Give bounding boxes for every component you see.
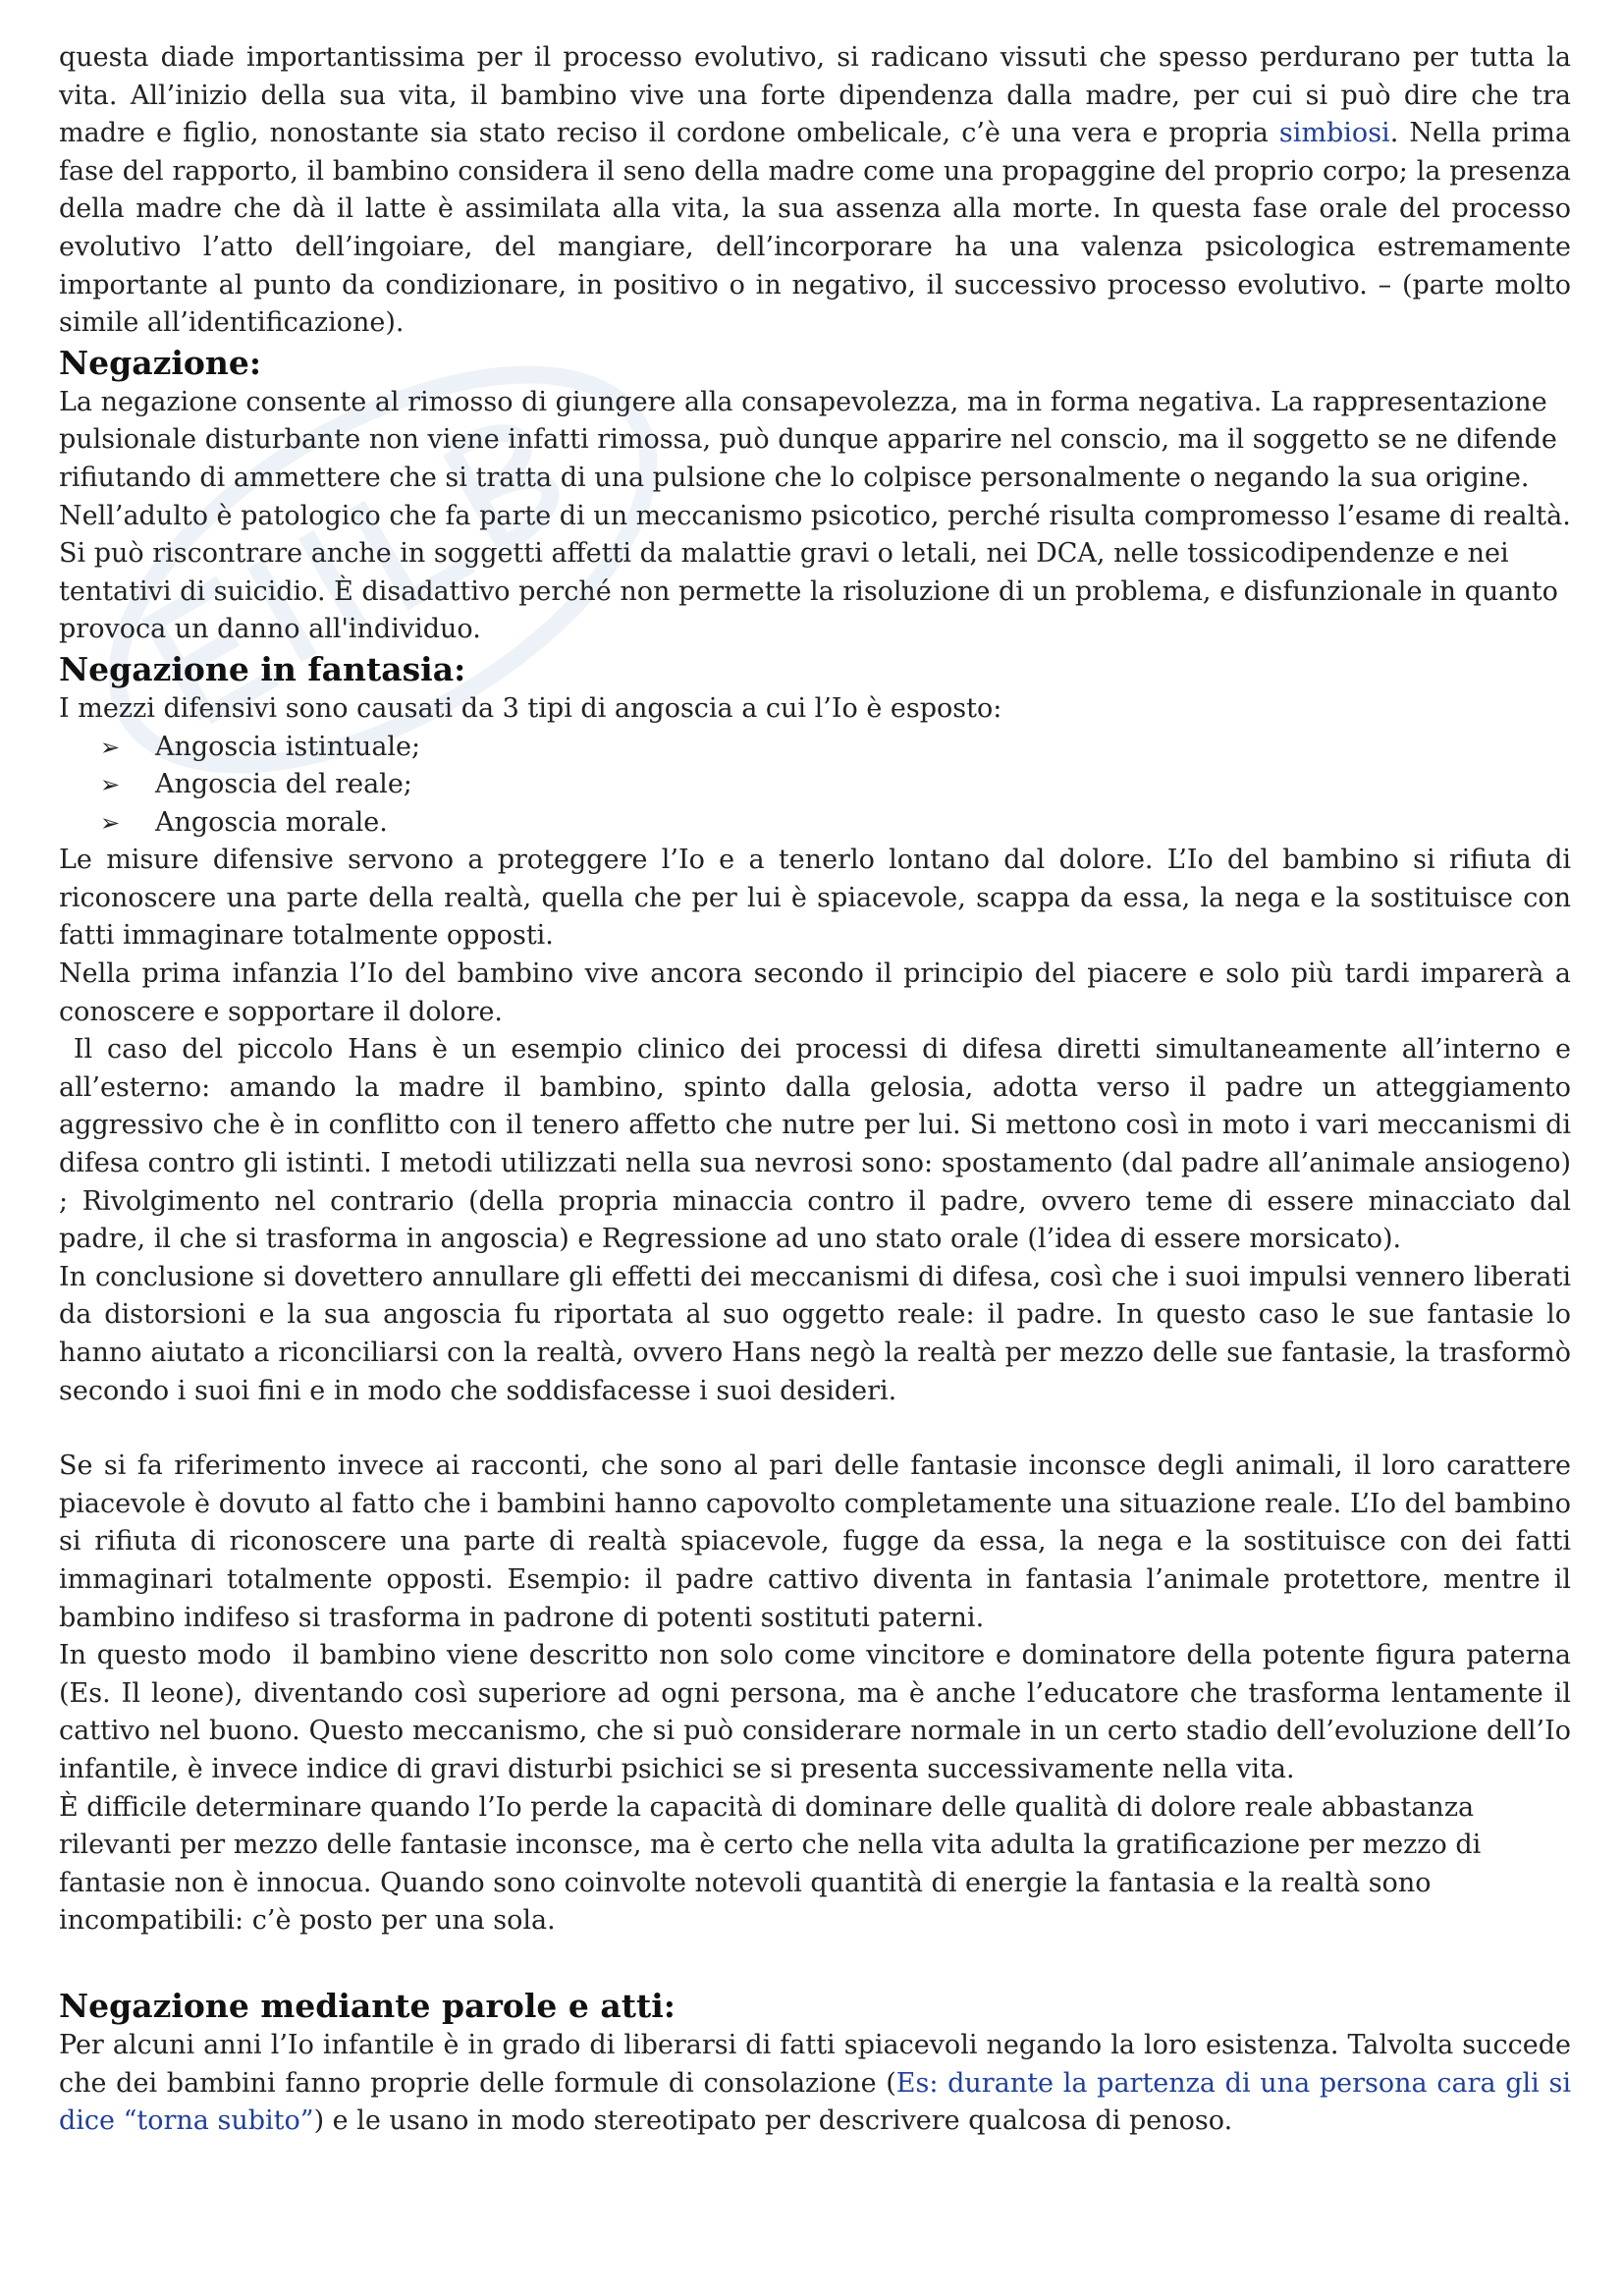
fantasia-paragraph-3: Il caso del piccolo Hans è un esempio clinico dei processi di difesa diretti simultaneamente all’interno e all’esterno: amando la madre il bambino, spinto dalla gelosia, adotta verso il padre un atteggiamento aggressivo che è in conflitto con il tenero affetto che nutre per lui. Si mettono così in moto i vari meccanismi di difesa contro gli istinti. I metodi utilizzati nella sua nevrosi sono: spostamento (dal padre all’animale ansiogeno) ; Rivolgimento nel contrario (della propria minaccia contro il padre, ovvero teme di essere minacciato dal padre, il che si trasforma in angoscia) e Regressione ad uno stato orale (l’idea di essere morsicato). bbox=[59, 1034, 1580, 1255]
example-highlight: Es: durante la partenza di una persona cara gli si dice “torna subito” bbox=[59, 2067, 1571, 2137]
arrow-bullet-icon: ➢ bbox=[100, 808, 121, 837]
list-item-text: Angoscia istintuale; bbox=[155, 731, 421, 762]
list-item bbox=[100, 804, 1571, 843]
simbiosi-link[interactable]: simbiosi bbox=[1278, 118, 1390, 149]
arrow-bullet-icon: ➢ bbox=[100, 733, 121, 761]
parole-paragraph bbox=[59, 2027, 1571, 2141]
fantasia-paragraph-4: In conclusione si dovettero annullare gli effetti dei meccanismi di difesa, così che i suoi impulsi vennero liberati da distorsioni e la sua angoscia fu riportata al suo oggetto reale: il padre. In questo caso le sue fantasie lo hanno aiutato a riconciliarsi con la realtà, ovvero Hans negò la realtà per mezzo delle sue fantasie, la trasformò secondo i suoi fini e in modo che soddisfacesse i suoi desideri. bbox=[59, 1261, 1571, 1406]
list-item-text: Angoscia morale. bbox=[155, 806, 388, 838]
intro-text-continued: . Nella prima fase del rapporto, il bambino considera il seno della madre come una propaggine del proprio corpo; la presenza della madre che dà il latte è assimilata alla vita, la sua assenza alla morte. In questa fase orale del processo evolutivo l’atto dell’ingoiare, del mangiare, dell’incorporare ha una valenza psicologica estremamente importante al punto da condizionare, in positivo o in negativo, il successivo processo evolutivo. – (parte molto simile all’identificazione). bbox=[59, 118, 1571, 339]
list-item bbox=[100, 766, 1571, 804]
fantasia-paragraph-5: Se si fa riferimento invece ai racconti, che sono al pari delle fantasie inconsce degli animali, il loro carattere piacevole è dovuto al fatto che i bambini hanno capovolto completamente una situazione reale. L’Io del bambino si rifiuta di riconoscere una parte di realtà spiacevole, fugge da essa, la nega e la sostituisce con dei fatti immaginari totalmente opposti. Esempio: il padre cattivo diventa in fantasia l’animale protettore, mentre il bambino indifeso si trasforma in padrone di potenti sostituti paterni. bbox=[59, 1450, 1571, 1633]
heading-negazione-fantasia: Negazione in fantasia: bbox=[59, 649, 466, 688]
fantasia-paragraph-2: Nella prima infanzia l’Io del bambino vive ancora secondo il principio del piacere e solo più tardi imparerà a conoscere e sopportare il dolore. bbox=[59, 958, 1571, 1027]
heading-negazione: Negazione: bbox=[59, 343, 262, 382]
negazione-paragraph: La negazione consente al rimosso di giungere alla consapevolezza, ma in forma negativa. La rappresentazione pulsionale disturbante non viene infatti rimossa, può dunque apparire nel conscio, ma il soggetto se ne difende rifiutando di ammettere che si tratta di una pulsione che lo colpisce personalmente o negando la sua origine. Nell’adulto è patologico che fa parte di un meccanismo psicotico, perché risulta compromesso l’esame di realtà. Si può riscontrare anche in soggetti affetti da malattie gravi o letali, nei DCA, nelle tossicodipendenze e nei tentativi di suicidio. È disadattivo perché non permette la risoluzione di un problema, e disfunzionale in quanto provoca un danno all'individuo. bbox=[59, 386, 1571, 645]
intro-text: questa diade importantissima per il processo evolutivo, si radicano vissuti che spesso perdurano per tutta la vita. All’inizio della sua vita, il bambino vive una forte dipendenza dalla madre, per cui si può dire che tra madre e figlio, nonostante sia stato reciso il cordone ombelicale, c’è una vera e propria bbox=[59, 42, 1571, 149]
list-item-text: Angoscia del reale; bbox=[155, 769, 412, 800]
fantasia-lead: I mezzi difensivi sono causati da 3 tipi di angoscia a cui l’Io è esposto: bbox=[59, 692, 1002, 724]
spacer bbox=[59, 1941, 1571, 1986]
angoscia-list bbox=[59, 729, 1571, 843]
heading-negazione-parole-atti: Negazione mediante parole e atti: bbox=[59, 1986, 676, 2025]
parole-text-continued: ) e le usano in modo stereotipato per descrivere qualcosa di penoso. bbox=[313, 2105, 1233, 2137]
fantasia-paragraph-6: In questo modo il bambino viene descritto non solo come vincitore e dominatore della potente figura paterna (Es. Il leone), diventando così superiore ad ogni persona, ma è anche l’educatore che trasforma lentamente il cattivo nel buono. Questo meccanismo, che si può considerare normale in un certo stadio dell’evoluzione dell’Io infantile, è invece indice di gravi disturbi psichici se si presenta successivamente nella vita. bbox=[59, 1640, 1580, 1784]
list-item bbox=[100, 729, 1571, 767]
spacer bbox=[59, 1410, 1571, 1448]
fantasia-paragraph-1: Le misure difensive servono a proteggere l’Io e a tenerlo lontano dal dolore. L’Io del bambino si rifiuta di riconoscere una parte della realtà, quella che per lui è spiacevole, scappa da essa, la nega e la sostituisce con fatti immaginare totalmente opposti. bbox=[59, 845, 1571, 952]
arrow-bullet-icon: ➢ bbox=[100, 771, 121, 799]
intro-paragraph bbox=[59, 39, 1571, 343]
fantasia-paragraph-7: È difficile determinare quando l’Io perde la capacità di dominare delle qualità di dolore reale abbastanza rilevanti per mezzo delle fantasie inconsce, ma è certo che nella vita adulta la gratificazione per mezzo di fantasie non è innocua. Quando sono coinvolte notevoli quantità di energie la fantasia e la realtà sono incompatibili: c’è posto per una sola. bbox=[59, 1791, 1482, 1937]
document-page bbox=[59, 39, 1580, 2141]
parole-text: Per alcuni anni l’Io infantile è in grado di liberarsi di fatti spiacevoli negando la loro esistenza. Talvolta succede che dei bambini fanno proprie delle formule di consolazione ( bbox=[59, 2029, 1571, 2099]
